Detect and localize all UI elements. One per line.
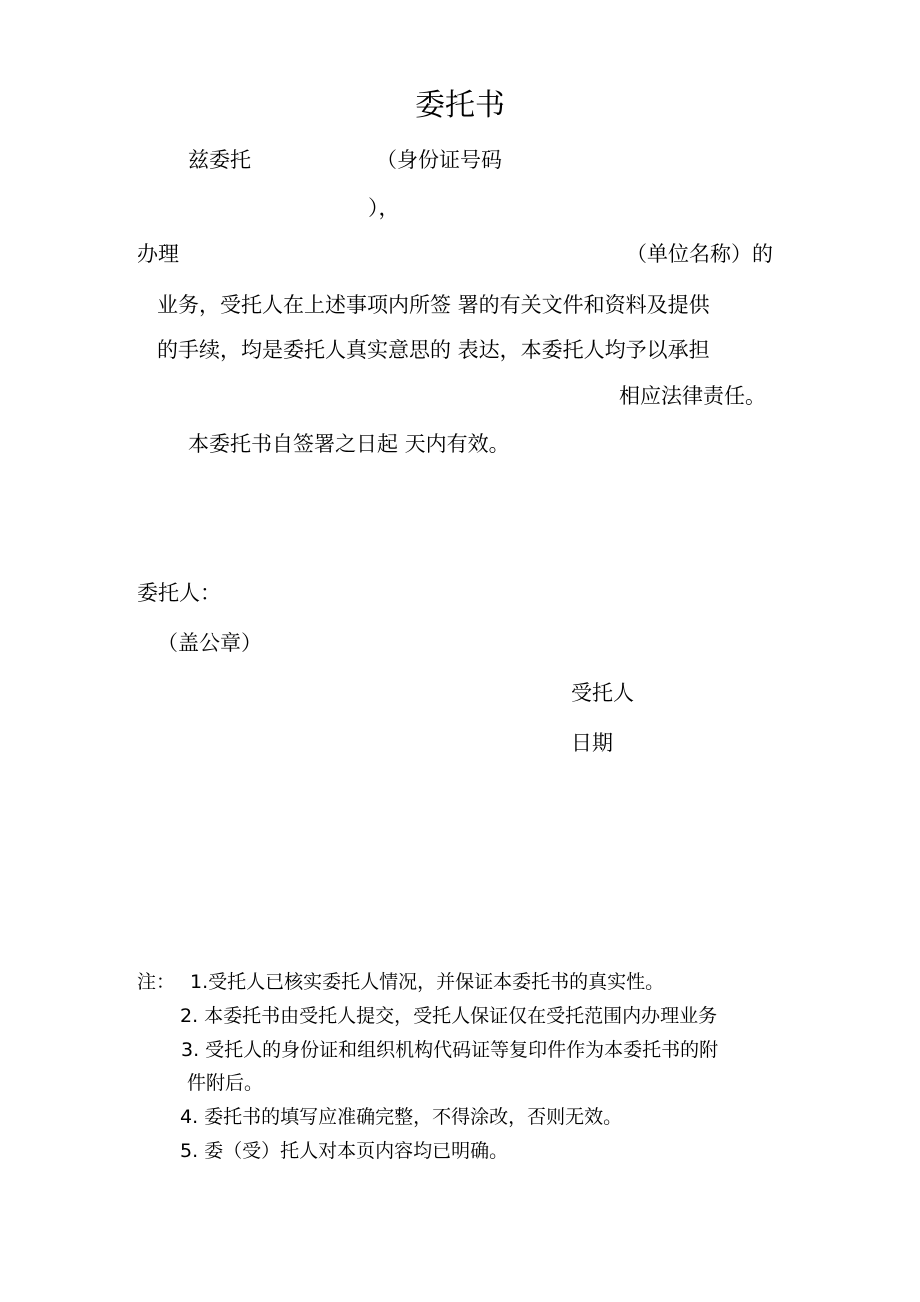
handle-label: 办理 [137,242,179,266]
note-item: 5. 委（受）托人对本页内容均已明确。 [180,1140,509,1162]
unit-name-label: （单位名称）的 [626,242,773,266]
body-paragraph-line: 相应法律责任。 [619,384,766,408]
note-item: 件附后。 [187,1072,264,1094]
note-item: 4. 委托书的填写应准确完整，不得涂改，否则无效。 [180,1106,623,1128]
note-item: 3. 受托人的身份证和组织机构代码证等复印件作为本委托书的附 [181,1039,719,1061]
id-number-label: （身份证号码 [376,148,502,172]
entrust-label: 兹委托 [188,148,251,172]
date-label: 日期 [571,731,613,755]
id-number-close: ）， [368,196,400,220]
document-title: 委托书 [415,88,505,123]
validity-statement: 本委托书自签署之日起 天内有效。 [188,432,510,456]
notes-prefix: 注： [137,971,176,993]
principal-label: 委托人： [137,581,221,605]
agent-label: 受托人 [571,681,634,705]
note-item: 2. 本委托书由受托人提交，受托人保证仅在受托范围内办理业务 [180,1005,718,1027]
seal-label: （盖公章） [157,631,262,655]
note-item: 1.受托人已核实委托人情况，并保证本委托书的真实性。 [190,971,665,993]
body-paragraph-line: 业务，受托人在上述事项内所签 署的有关文件和资料及提供 [157,293,710,317]
body-paragraph-line: 的手续，均是委托人真实意思的 表达，本委托人均予以承担 [157,338,710,362]
